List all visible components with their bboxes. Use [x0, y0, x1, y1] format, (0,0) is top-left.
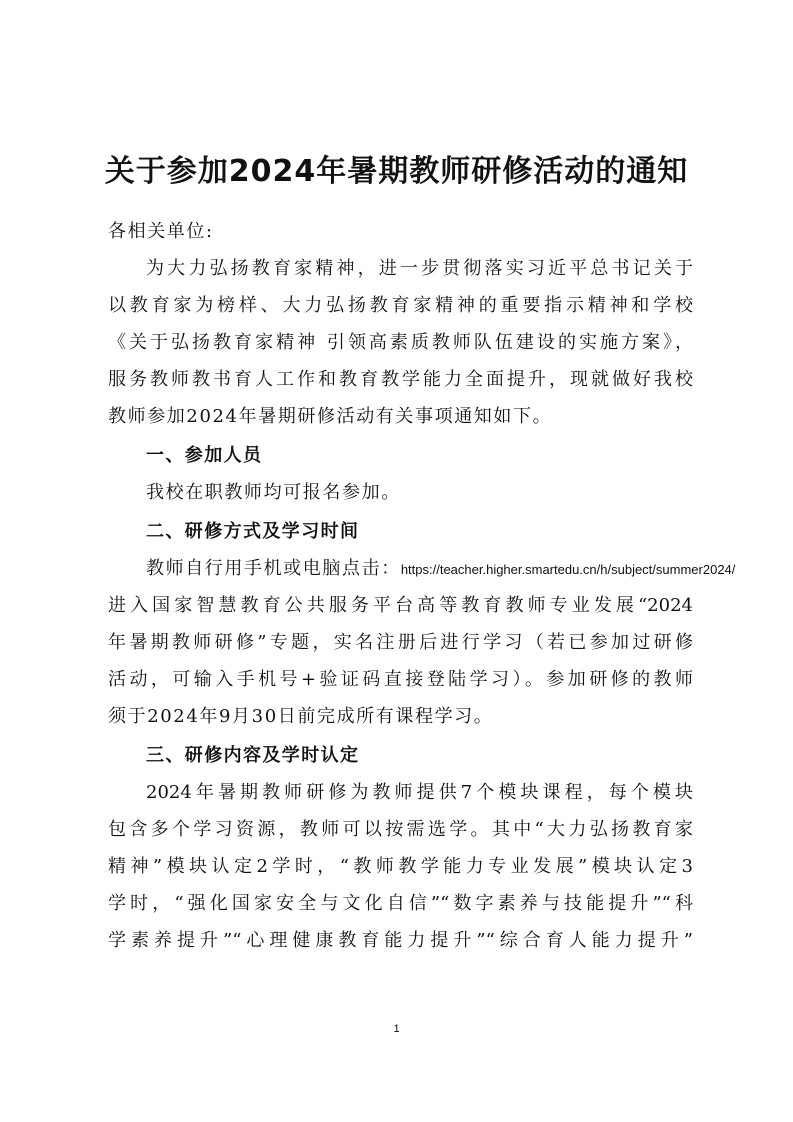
section3-line-5: 学素养提升”“心理健康教育能力提升”“综合育人能力提升” — [108, 930, 693, 951]
paragraph-line — [108, 848, 693, 885]
paragraph-line — [108, 885, 693, 922]
section2-line-1: 进入国家智慧教育公共服务平台高等教育教师专业发展“2024 — [108, 595, 693, 616]
section2-line-4: 须于2024年9月30日前完成所有课程学习。 — [108, 706, 494, 727]
paragraph-line — [108, 922, 693, 959]
page-number: 1 — [393, 1023, 400, 1035]
section3-line-3: 精神”模块认定2学时，“教师教学能力专业发展”模块认定3 — [108, 856, 693, 877]
section2-prefix: 教师自行用手机或电脑点击： — [146, 558, 401, 579]
section-heading-participants: 一、参加人员 — [146, 445, 263, 466]
intro-line-3: 《关于弘扬教育家精神 引领高素质教师队伍建设的实施方案》， — [108, 332, 693, 353]
paragraph-line — [146, 774, 693, 811]
salutation: 各相关单位: — [108, 221, 214, 242]
section3-line-4: 学时，“强化国家安全与文化自信”“数字素养与技能提升”“科 — [108, 893, 693, 914]
paragraph-line — [108, 324, 693, 361]
platform-url-link[interactable]: https://teacher.higher.smartedu.cn/h/subject/summer2024/ — [400, 562, 736, 577]
paragraph-line — [146, 250, 693, 287]
paragraph-line — [108, 587, 693, 624]
paragraph-line — [108, 361, 693, 398]
intro-line-2: 以教育家为榜样、大力弘扬教育家精神的重要指示精神和学校 — [108, 295, 693, 316]
section2-line-3: 活动，可输入手机号+验证码直接登陆学习）。参加研修的教师 — [108, 669, 693, 690]
intro-line-5: 教师参加2024年暑期研修活动有关事项通知如下。 — [108, 406, 553, 427]
paragraph-line — [108, 624, 693, 661]
paragraph-line — [108, 811, 693, 848]
intro-line-1: 为大力弘扬教育家精神，进一步贯彻落实习近平总书记关于 — [146, 258, 693, 279]
section2-line-2: 年暑期教师研修”专题，实名注册后进行学习（若已参加过研修 — [108, 632, 693, 653]
section-heading-content: 三、研修内容及学时认定 — [146, 745, 360, 766]
paragraph-line — [108, 287, 693, 324]
section3-line-2: 包含多个学习资源，教师可以按需选学。其中“大力弘扬教育家 — [108, 819, 693, 840]
intro-line-4: 服务教师教书育人工作和教育教学能力全面提升，现就做好我校 — [108, 369, 693, 390]
paragraph-line — [108, 661, 693, 698]
section-heading-method: 二、研修方式及学习时间 — [146, 521, 360, 542]
section2-first-line — [146, 550, 735, 587]
section3-line-1: 2024年暑期教师研修为教师提供7个模块课程，每个模块 — [146, 782, 693, 803]
section1-line-1: 我校在职教师均可报名参加。 — [146, 482, 401, 503]
page-title: 关于参加2024年暑期教师研修活动的通知 — [104, 154, 689, 189]
